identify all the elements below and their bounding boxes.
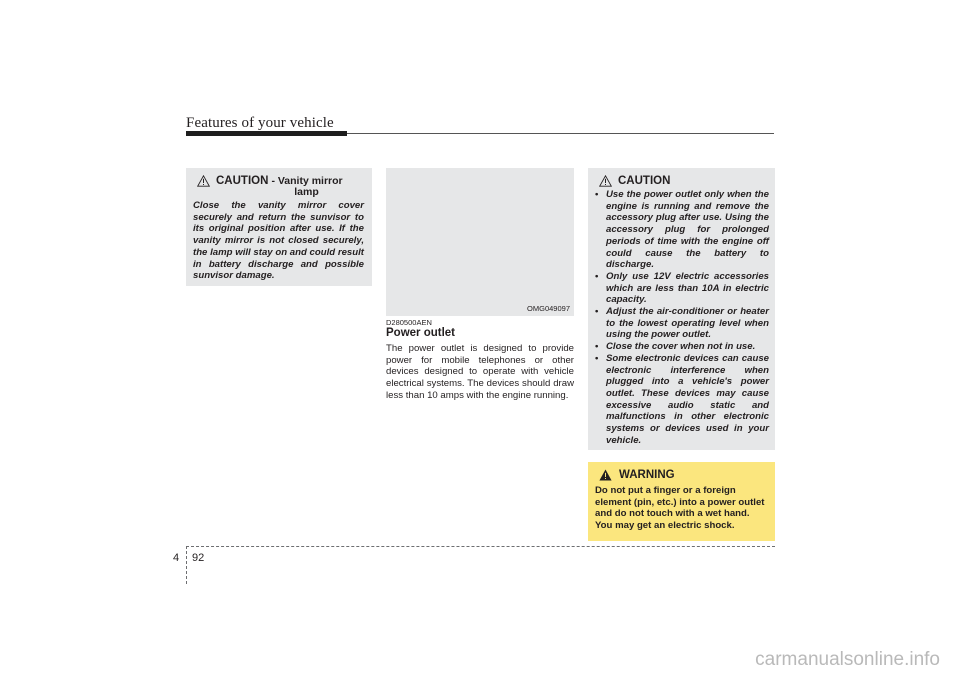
section-body: The power outlet is designed to provide power for mobile telephones or other devices designed to operate with vehicle electrical systems. The devices should draw less than 10 amps with the engine running. — [386, 343, 574, 401]
page-header-title: Features of your vehicle — [186, 115, 334, 131]
header-rule-thick — [186, 131, 347, 136]
caution-triangle-icon — [599, 175, 612, 187]
footer-divider — [186, 546, 187, 584]
caution-vanity-subtitle-cont: lamp — [294, 186, 319, 198]
caution-vanity-header — [193, 175, 364, 187]
caution-triangle-icon — [197, 175, 210, 187]
caution-vanity-text: Close the vanity mirror cover securely and return the sunvisor to its original position after use. If the vanity mirror is not closed securely, the lamp will stay on and could result in battery discharge and possible sunvisor damage. — [193, 200, 364, 282]
list-item: • Adjust the air-conditioner or heater to the lowest operating level when using the power outlet. — [595, 306, 769, 341]
header-rule-thin — [347, 133, 774, 134]
watermark: carmanualsonline.info — [755, 649, 940, 670]
warning-text: Do not put a finger or a foreign element (pin, etc.) into a power outlet and do not touch with a wet hand. You may get an electric shock. — [595, 485, 765, 532]
caution-vanity-title: CAUTION — [216, 175, 269, 187]
warning-box — [588, 462, 775, 541]
footer-rule — [186, 546, 775, 547]
warning-header — [599, 469, 769, 481]
warning-title: WARNING — [619, 469, 675, 481]
list-item: • Close the cover when not in use. — [595, 341, 769, 353]
list-item: • Use the power outlet only when the engine is running and remove the accessory plug after use. Using the accessory plug for prolonged periods of time with the engine off could cause the battery to discharge. — [595, 189, 769, 271]
caution-outlet-title: CAUTION — [618, 175, 671, 187]
caution-vanity-subtitle: - Vanity mirror — [271, 175, 343, 187]
caution-vanity-box — [186, 168, 372, 286]
power-outlet-figure — [386, 168, 574, 316]
figure-caption: OMG049097 — [527, 304, 570, 313]
warning-triangle-icon — [599, 469, 612, 481]
chapter-number: 4 — [173, 552, 180, 564]
section-title: Power outlet — [386, 327, 456, 339]
page-number: 92 — [192, 552, 205, 564]
list-item: • Only use 12V electric accessories which are less than 10A in electric capacity. — [595, 271, 769, 306]
list-item: • Some electronic devices can cause electronic interference when plugged into a vehicle's power outlet. These devices may cause excessive audio static and malfunctions in other electronic systems or devices used in your vehicle. — [595, 353, 769, 447]
section-code: D280500AEN — [386, 318, 432, 327]
caution-outlet-header — [595, 175, 769, 187]
caution-outlet-box — [588, 168, 775, 450]
caution-outlet-list — [595, 189, 769, 446]
